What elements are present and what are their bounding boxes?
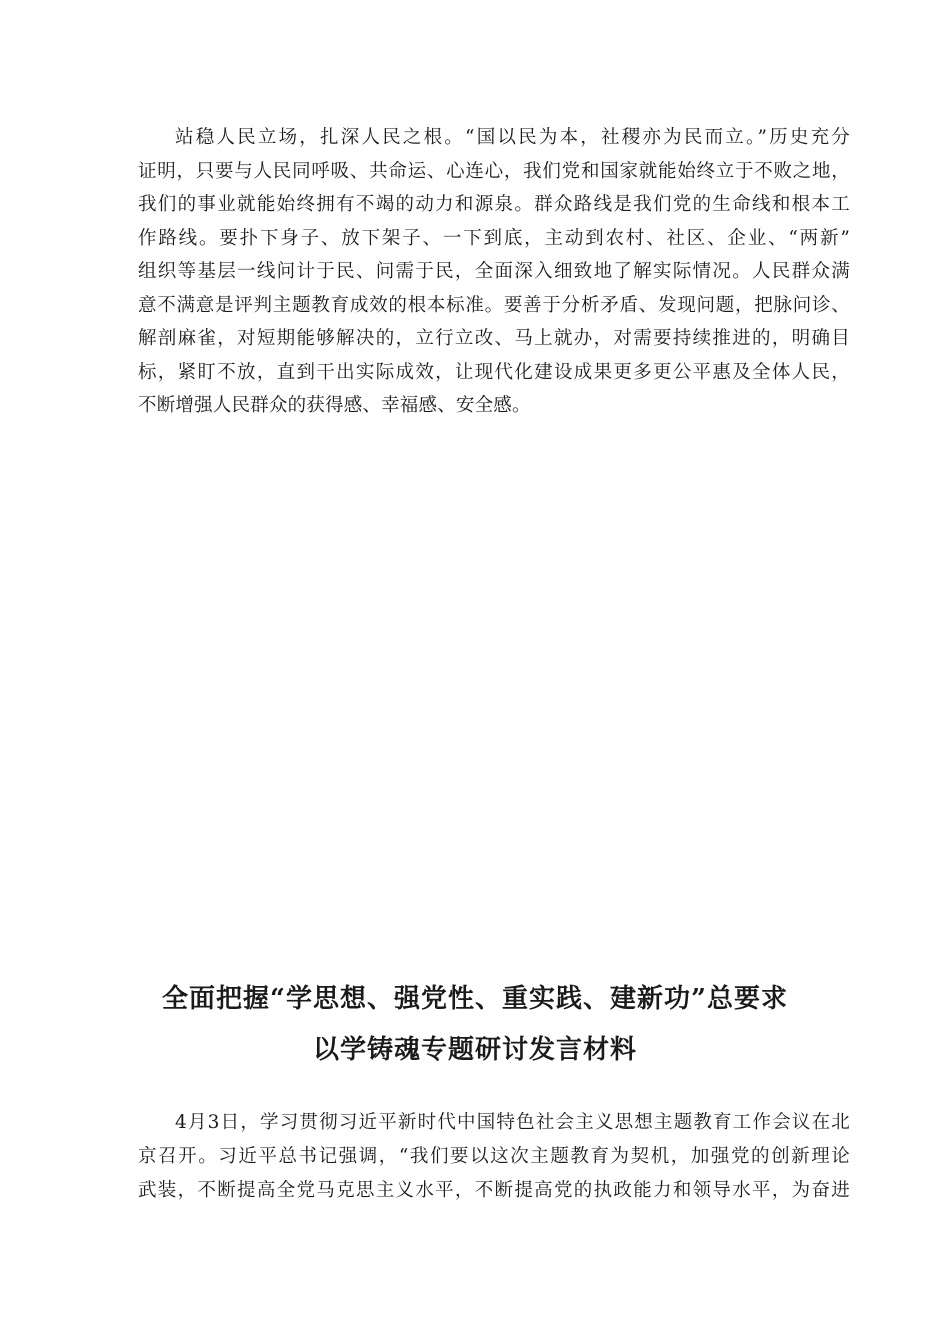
paragraph-line: 解剖麻雀，对短期能够解决的，立行立改、马上就办，对需要持续推进的，明确目 <box>138 328 850 349</box>
paragraph-line: 4月3日，学习贯彻习近平新时代中国特色社会主义思想主题教育工作会议在北 <box>175 1112 850 1133</box>
paragraph-line: 标，紧盯不放，直到干出实际成效，让现代化建设成果更多更公平惠及全体人民， <box>138 362 850 383</box>
paragraph-line: 站稳人民立场，扎深人民之根。“国以民为本，社稷亦为民而立。”历史充分 <box>175 127 850 148</box>
paragraph-line: 我们的事业就能始终拥有不竭的动力和源泉。群众路线是我们党的生命线和根本工 <box>138 194 850 215</box>
paragraph-line: 证明，只要与人民同呼吸、共命运、心连心，我们党和国家就能始终立于不败之地， <box>138 161 850 182</box>
paragraph-line: 组织等基层一线问计于民、问需于民，全面深入细致地了解实际情况。人民群众满 <box>138 261 850 282</box>
document-title-line-1: 全面把握“学思想、强党性、重实践、建新功”总要求 <box>162 984 788 1014</box>
paragraph-line: 意不满意是评判主题教育成效的根本标准。要善于分析矛盾、发现问题，把脉问诊、 <box>138 295 850 316</box>
paragraph-line: 作路线。要扑下身子、放下架子、一下到底，主动到农村、社区、企业、“两新” <box>138 228 850 249</box>
paragraph-line: 武装，不断提高全党马克思主义水平，不断提高党的执政能力和领导水平，为奋进 <box>138 1180 850 1201</box>
document-title-line-2: 以学铸魂专题研讨发言材料 <box>312 1035 637 1065</box>
paragraph-line: 京召开。习近平总书记强调，“我们要以这次主题教育为契机，加强党的创新理论 <box>138 1146 850 1167</box>
paragraph-line: 不断增强人民群众的获得感、幸福感、安全感。 <box>138 395 531 416</box>
